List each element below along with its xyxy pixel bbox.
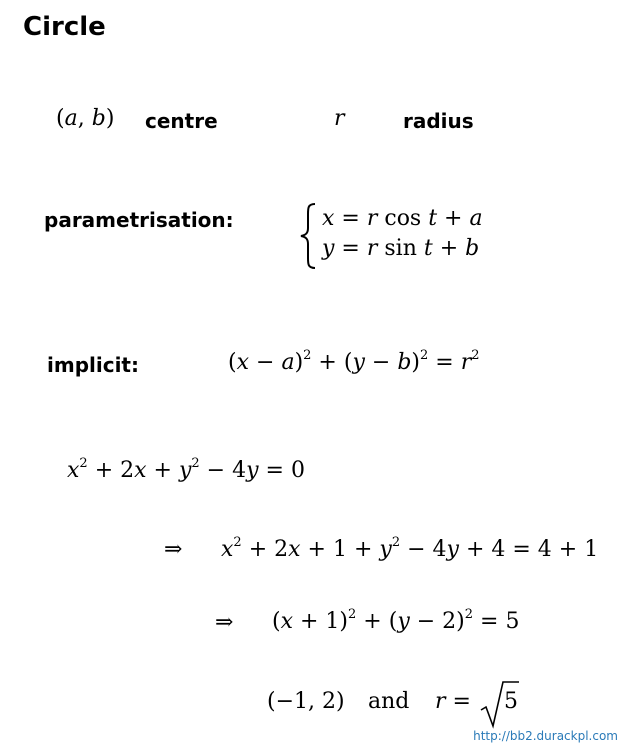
result-and: and <box>368 689 410 714</box>
example-step3: $(x + 1)^2 + (y - 2)^2 = 5$ <box>272 607 520 634</box>
parametrisation-line2: y = r sin t + b <box>322 236 480 261</box>
implicit-label: implicit: <box>47 353 139 377</box>
result-radius: r = <box>435 689 471 714</box>
result-centre: (−1, 2) <box>267 689 345 714</box>
implicit-equation: $(x - a)^2 + (y - b)^2 = r^2$ <box>228 348 480 375</box>
implies-arrow-2: ⇒ <box>215 610 234 635</box>
parametrisation-line1: x = r cos t + a <box>322 206 483 231</box>
radius-symbol: r <box>334 106 345 131</box>
implies-arrow-1: ⇒ <box>164 537 183 562</box>
watermark-link[interactable]: http://bb2.durackpl.com <box>473 729 618 743</box>
radius-label: radius <box>403 109 474 133</box>
centre-symbol: (a, b) <box>56 106 115 131</box>
result-radius-value: 5 <box>504 689 518 714</box>
example-step2: $x^2 + 2x + 1 + y^2 - 4y + 4 = 4 + 1$ <box>221 535 599 562</box>
page-title: Circle <box>23 12 106 42</box>
curly-brace-icon <box>298 202 320 270</box>
example-step1: $x^2 + 2x + y^2 - 4y = 0$ <box>67 456 305 483</box>
centre-label: centre <box>145 109 218 133</box>
parametrisation-label: parametrisation: <box>44 208 234 232</box>
